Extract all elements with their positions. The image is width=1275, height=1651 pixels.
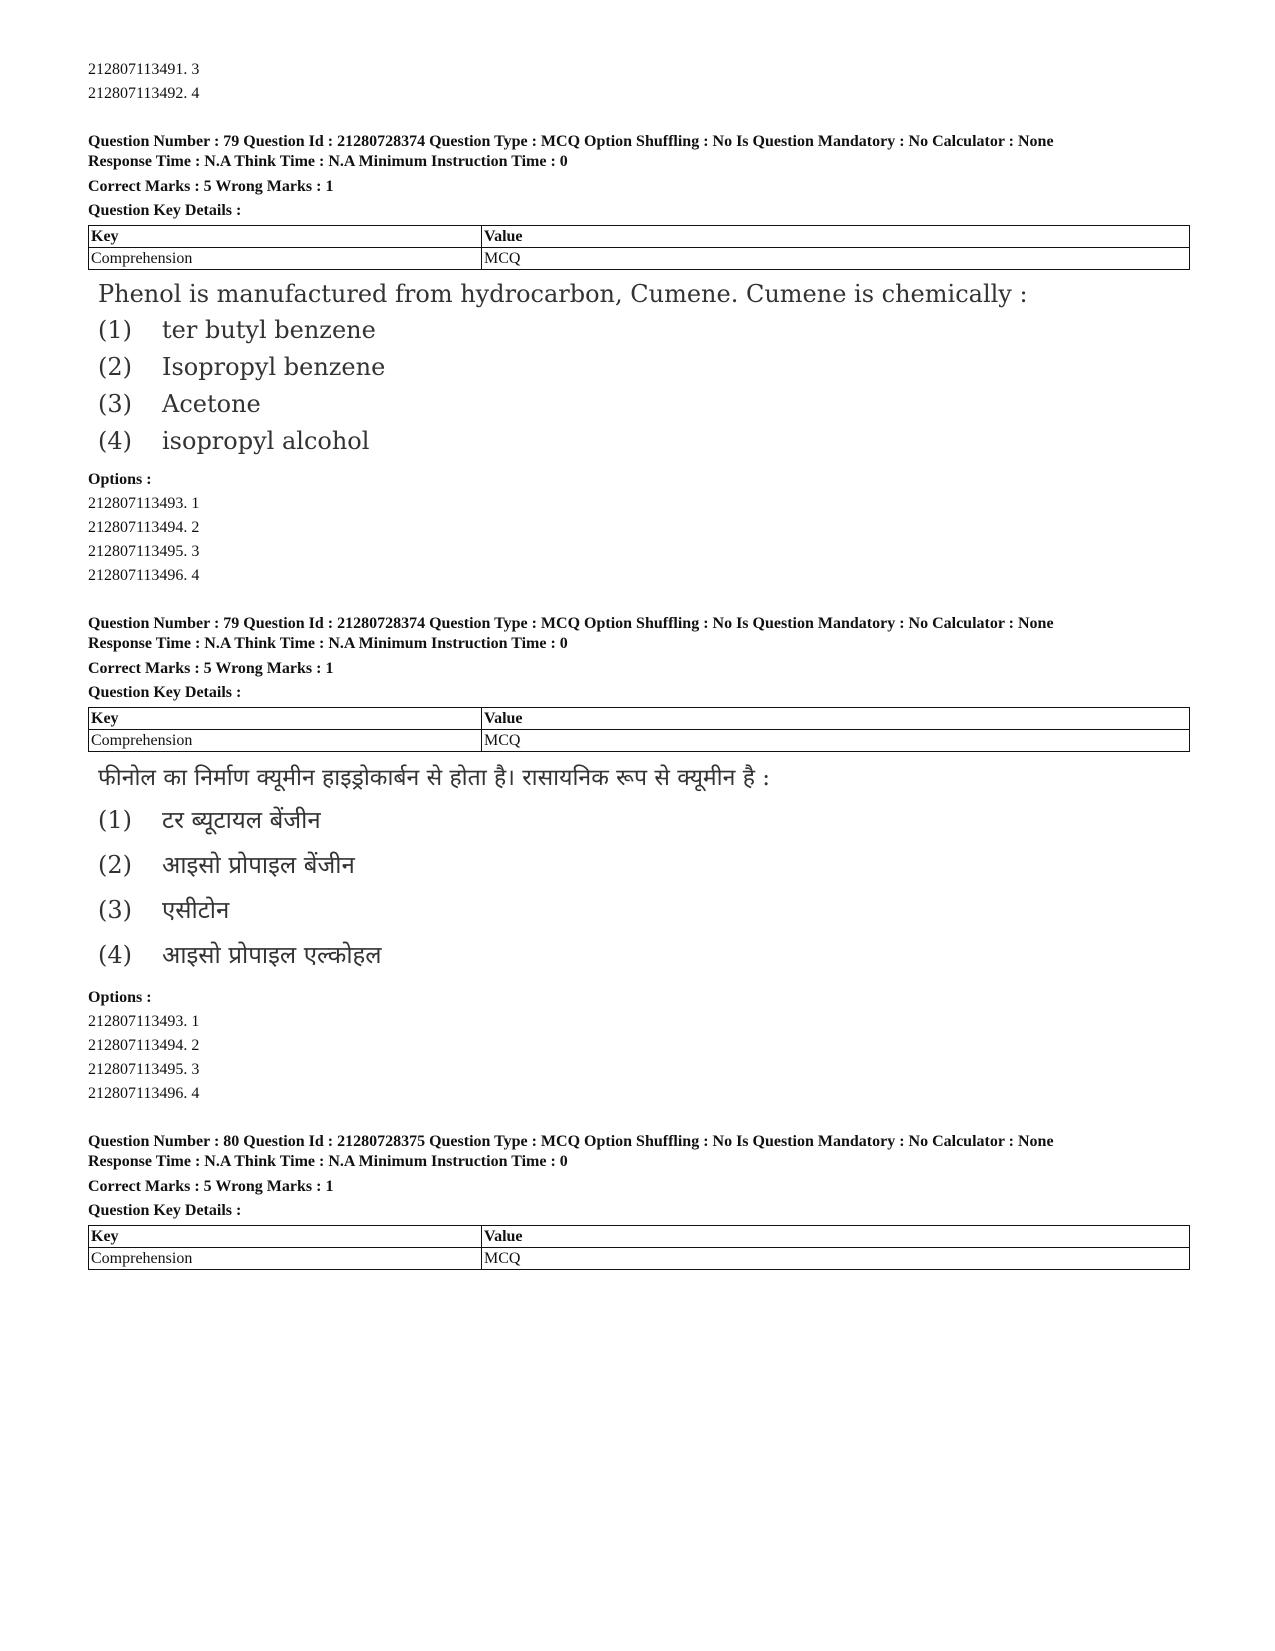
choice-number: (1) <box>98 806 132 834</box>
table-cell-value: MCQ <box>482 1248 1190 1270</box>
choice-text: एसीटोन <box>162 896 230 924</box>
choice-text: आइसो प्रोपाइल एल्कोहल <box>162 941 382 969</box>
answer-choice <box>88 349 1190 386</box>
question-key-table <box>88 1225 1190 1270</box>
choice-number: (4) <box>98 427 132 455</box>
marks-line: Correct Marks : 5 Wrong Marks : 1 <box>88 178 334 195</box>
choice-number: (1) <box>98 316 132 344</box>
table-row <box>89 730 1190 752</box>
key-details-label: Question Key Details : <box>88 684 242 701</box>
question-stem: फीनोल का निर्माण क्यूमीन हाइड्रोकार्बन से होता है। रासायनिक रूप से क्यूमीन है : <box>98 765 770 791</box>
choice-number: (2) <box>98 851 132 879</box>
question-block-79-hindi <box>88 614 1190 1106</box>
option-item: 212807113496. 4 <box>88 567 200 584</box>
question-timing-line: Response Time : N.A Think Time : N.A Minimum Instruction Time : 0 <box>88 635 568 652</box>
answer-choice <box>88 312 1190 349</box>
key-details-label: Question Key Details : <box>88 202 242 219</box>
answer-choice <box>88 386 1190 423</box>
option-item: 212807113495. 3 <box>88 1061 200 1078</box>
table-header-row <box>89 1226 1190 1248</box>
question-timing-line: Response Time : N.A Think Time : N.A Minimum Instruction Time : 0 <box>88 1153 568 1170</box>
choice-number: (2) <box>98 353 132 381</box>
options-label: Options : <box>88 989 152 1006</box>
table-row <box>89 248 1190 270</box>
table-header-key: Key <box>89 226 482 248</box>
option-item: 212807113496. 4 <box>88 1085 200 1102</box>
question-meta-line: Question Number : 79 Question Id : 21280728374 Question Type : MCQ Option Shuffling : No Is Question Mandatory : No Calculator : None <box>88 133 1054 150</box>
key-details-label: Question Key Details : <box>88 1202 242 1219</box>
question-meta-line: Question Number : 80 Question Id : 21280728375 Question Type : MCQ Option Shuffling : No Is Question Mandatory : No Calculator : None <box>88 1133 1054 1150</box>
choice-number: (3) <box>98 390 132 418</box>
question-meta-line: Question Number : 79 Question Id : 21280728374 Question Type : MCQ Option Shuffling : No Is Question Mandatory : No Calculator : None <box>88 615 1054 632</box>
table-cell-value: MCQ <box>482 730 1190 752</box>
previous-options-list <box>88 58 1190 106</box>
document-page <box>88 58 1190 1276</box>
choice-text: टर ब्यूटायल बेंजीन <box>162 806 321 834</box>
question-key-table <box>88 707 1190 752</box>
choice-number: (4) <box>98 941 132 969</box>
option-item: 212807113493. 1 <box>88 495 200 512</box>
table-header-key: Key <box>89 708 482 730</box>
choice-number: (3) <box>98 896 132 924</box>
table-header-row <box>89 708 1190 730</box>
table-header-value: Value <box>482 1226 1190 1248</box>
option-item: 212807113494. 2 <box>88 1037 200 1054</box>
table-cell-value: MCQ <box>482 248 1190 270</box>
table-cell-key: Comprehension <box>89 1248 482 1270</box>
option-item: 212807113492. 4 <box>88 85 200 102</box>
table-header-row <box>89 226 1190 248</box>
question-block-79-english <box>88 132 1190 588</box>
option-item: 212807113495. 3 <box>88 543 200 560</box>
answer-choice <box>88 888 1190 933</box>
option-item: 212807113494. 2 <box>88 519 200 536</box>
answer-choice <box>88 798 1190 843</box>
option-item: 212807113491. 3 <box>88 61 200 78</box>
table-cell-key: Comprehension <box>89 730 482 752</box>
choice-text: Isopropyl benzene <box>162 353 386 381</box>
table-row <box>89 1248 1190 1270</box>
options-label: Options : <box>88 471 152 488</box>
option-item: 212807113493. 1 <box>88 1013 200 1030</box>
marks-line: Correct Marks : 5 Wrong Marks : 1 <box>88 660 334 677</box>
table-header-key: Key <box>89 1226 482 1248</box>
table-header-value: Value <box>482 708 1190 730</box>
question-timing-line: Response Time : N.A Think Time : N.A Minimum Instruction Time : 0 <box>88 153 568 170</box>
answer-choice <box>88 843 1190 888</box>
choice-text: Acetone <box>162 390 261 418</box>
question-key-table <box>88 225 1190 270</box>
answer-choice <box>88 933 1190 978</box>
table-cell-key: Comprehension <box>89 248 482 270</box>
table-header-value: Value <box>482 226 1190 248</box>
choice-text: ter butyl benzene <box>162 316 376 344</box>
question-block-80 <box>88 1132 1190 1270</box>
choice-text: isopropyl alcohol <box>162 427 370 455</box>
answer-choice <box>88 423 1190 460</box>
choice-text: आइसो प्रोपाइल बेंजीन <box>162 851 355 879</box>
question-stem: Phenol is manufactured from hydrocarbon, Cumene. Cumene is chemically : <box>98 280 1028 308</box>
marks-line: Correct Marks : 5 Wrong Marks : 1 <box>88 1178 334 1195</box>
